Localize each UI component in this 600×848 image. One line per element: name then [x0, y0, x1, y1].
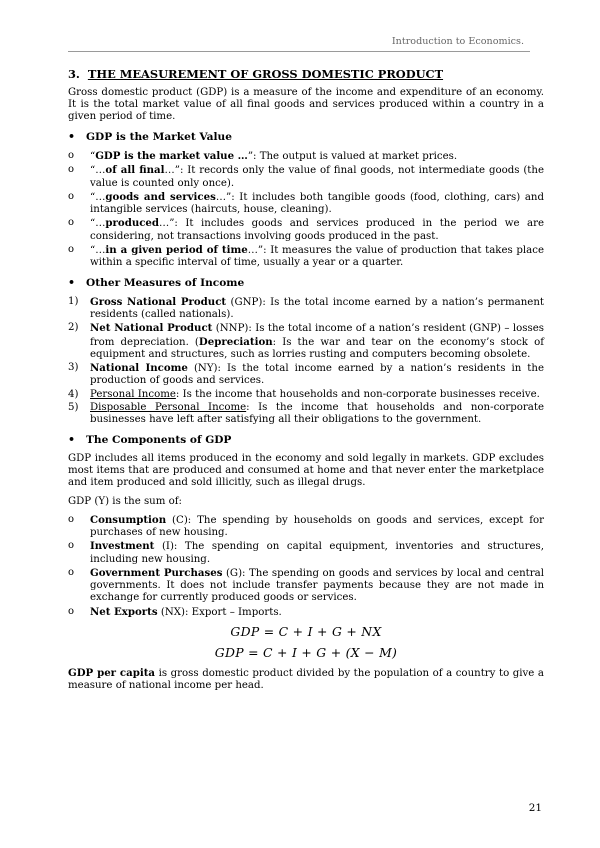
item-desc: (C): The spending by households on goods and services, except for purchases of new housing.: [90, 514, 544, 539]
circle-bullet-icon: o: [68, 540, 75, 552]
list-item: [68, 322, 544, 361]
item-prefix: “…: [90, 165, 106, 177]
page-number: 21: [528, 802, 542, 814]
list-item: [68, 402, 544, 426]
item-desc: (G): The spending on goods and services by local and central governments. It does not include transfer payments because they are not made in exchange for currently produced goods or services.: [90, 567, 544, 604]
item-desc: (GNP): Is the total income earned by a nation’s permanent residents (called nationals).: [90, 296, 544, 321]
bullet-icon: •: [68, 130, 76, 144]
item-desc: : Is the income that households and non-corporate businesses have left after satisfying all their obligations to the government.: [90, 401, 544, 426]
circle-bullet-icon: o: [68, 243, 75, 255]
item-number: 5): [68, 401, 79, 413]
list-item: [68, 514, 544, 539]
item-desc: …”: It includes goods and services produced in the period we are considering, not transactions involving goods produced in the past.: [90, 218, 544, 242]
item-term: Consumption: [90, 513, 167, 526]
per-capita-term: GDP per capita: [68, 666, 156, 679]
item-term: in a given period of time: [105, 243, 248, 256]
circle-bullet-icon: o: [68, 190, 75, 202]
item-prefix: “…: [90, 191, 106, 203]
item-term: Personal Income: [90, 388, 176, 400]
item-desc: …”: It measures the value of production that takes place within a specific interval of time, usually a year or a quarter.: [90, 244, 544, 268]
item-prefix: “: [90, 151, 96, 163]
item-desc: : Is the income that households and non-corporate businesses receive.: [175, 388, 540, 400]
market-value-list: [68, 150, 544, 269]
item-term: Gross National Product: [90, 295, 227, 308]
circle-bullet-icon: o: [68, 217, 75, 229]
list-item: [68, 217, 544, 242]
components-list: [68, 514, 544, 619]
item-desc: (NX): Export – Imports.: [157, 606, 282, 618]
list-item: [68, 244, 544, 269]
components-heading-text: The Components of GDP: [86, 434, 232, 447]
item-desc: (NNP): Is the total income of a nation’s resident (GNP) – losses from depreciation. (: [90, 323, 544, 348]
list-item: [68, 606, 544, 619]
item-desc: (I): The spending on capital equipment, inventories and structures, including new housing.: [90, 541, 544, 565]
gdp-formula: GDP = C + I + G + NX: [230, 623, 382, 639]
gdp-formula-expanded: GDP = C + I + G + (X − M): [214, 644, 398, 660]
item-prefix: “…: [90, 218, 106, 230]
list-item: [68, 540, 544, 565]
page-content: [68, 68, 544, 698]
section-number: 3.: [68, 67, 80, 81]
market-value-heading: [68, 130, 544, 144]
running-head: Introduction to Economics.: [391, 36, 524, 47]
list-item: [68, 191, 544, 216]
header-rule: [68, 51, 530, 52]
other-measures-heading-text: Other Measures of Income: [86, 277, 245, 290]
item-term: National Income: [90, 362, 188, 375]
item-term: of all final: [105, 164, 165, 177]
per-capita-paragraph: [68, 667, 544, 692]
per-capita-desc: is gross domestic product divided by the population of a country to give a measure of national income per head.: [68, 667, 544, 691]
section-title-text: THE MEASUREMENT OF GROSS DOMESTIC PRODUCT: [87, 67, 444, 81]
item-desc-secondary: : Is the war and tear on the economy’s stock of equipment and structures, such as lorries rusting and computers becoming obsolete.: [90, 336, 544, 360]
item-number: 2): [68, 322, 79, 334]
bullet-icon: •: [68, 276, 76, 290]
circle-bullet-icon: o: [68, 513, 75, 525]
item-desc: (NY): Is the total income earned by a nation’s residents in the production of goods and services.: [90, 363, 544, 387]
list-item: [68, 362, 544, 387]
item-term: Disposable Personal Income: [90, 401, 247, 413]
section-title: [68, 68, 544, 82]
intro-paragraph: Gross domestic product (GDP) is a measure of the income and expenditure of an economy. It is the total market value of all final goods and services produced within a country in a given period of time.: [68, 86, 544, 123]
item-desc: …”: It records only the value of final goods, not intermediate goods (the value is counted only once).: [90, 165, 544, 189]
item-number: 3): [68, 362, 79, 374]
list-item: [68, 389, 544, 401]
other-measures-heading: [68, 276, 544, 290]
components-intro: GDP includes all items produced in the economy and sold legally in markets. GDP excludes most items that are produced and consumed at home and that never enter the marketplace and item produced and sold illicitly, such as illegal drugs.: [68, 452, 544, 489]
item-term: Government Purchases: [90, 566, 223, 579]
circle-bullet-icon: o: [68, 164, 75, 176]
item-number: 1): [68, 295, 79, 307]
bullet-icon: •: [68, 433, 76, 447]
item-term: produced: [105, 217, 160, 230]
item-number: 4): [68, 388, 79, 400]
item-term-secondary: Depreciation: [198, 335, 273, 348]
item-term: GDP is the market value …: [95, 150, 248, 163]
circle-bullet-icon: o: [68, 605, 75, 617]
circle-bullet-icon: o: [68, 566, 75, 578]
components-heading: [68, 433, 544, 447]
item-term: Net Exports: [90, 605, 158, 618]
list-item: [68, 164, 544, 189]
item-term: Net National Product: [90, 322, 213, 335]
market-value-heading-text: GDP is the Market Value: [86, 131, 232, 144]
other-measures-list: [68, 296, 544, 426]
list-item: [68, 567, 544, 605]
list-item: [68, 296, 544, 321]
item-term: Investment: [90, 540, 155, 553]
item-desc: …”: It includes both tangible goods (food, clothing, cars) and intangible services (haircuts, house, cleaning).: [90, 191, 544, 216]
circle-bullet-icon: o: [68, 150, 75, 162]
components-sum-label: GDP (Y) is the sum of:: [68, 495, 182, 507]
list-item: [68, 150, 544, 163]
item-term: goods and services: [105, 190, 216, 203]
item-prefix: “…: [90, 244, 106, 256]
item-desc: ”: The output is valued at market prices.: [247, 151, 458, 163]
